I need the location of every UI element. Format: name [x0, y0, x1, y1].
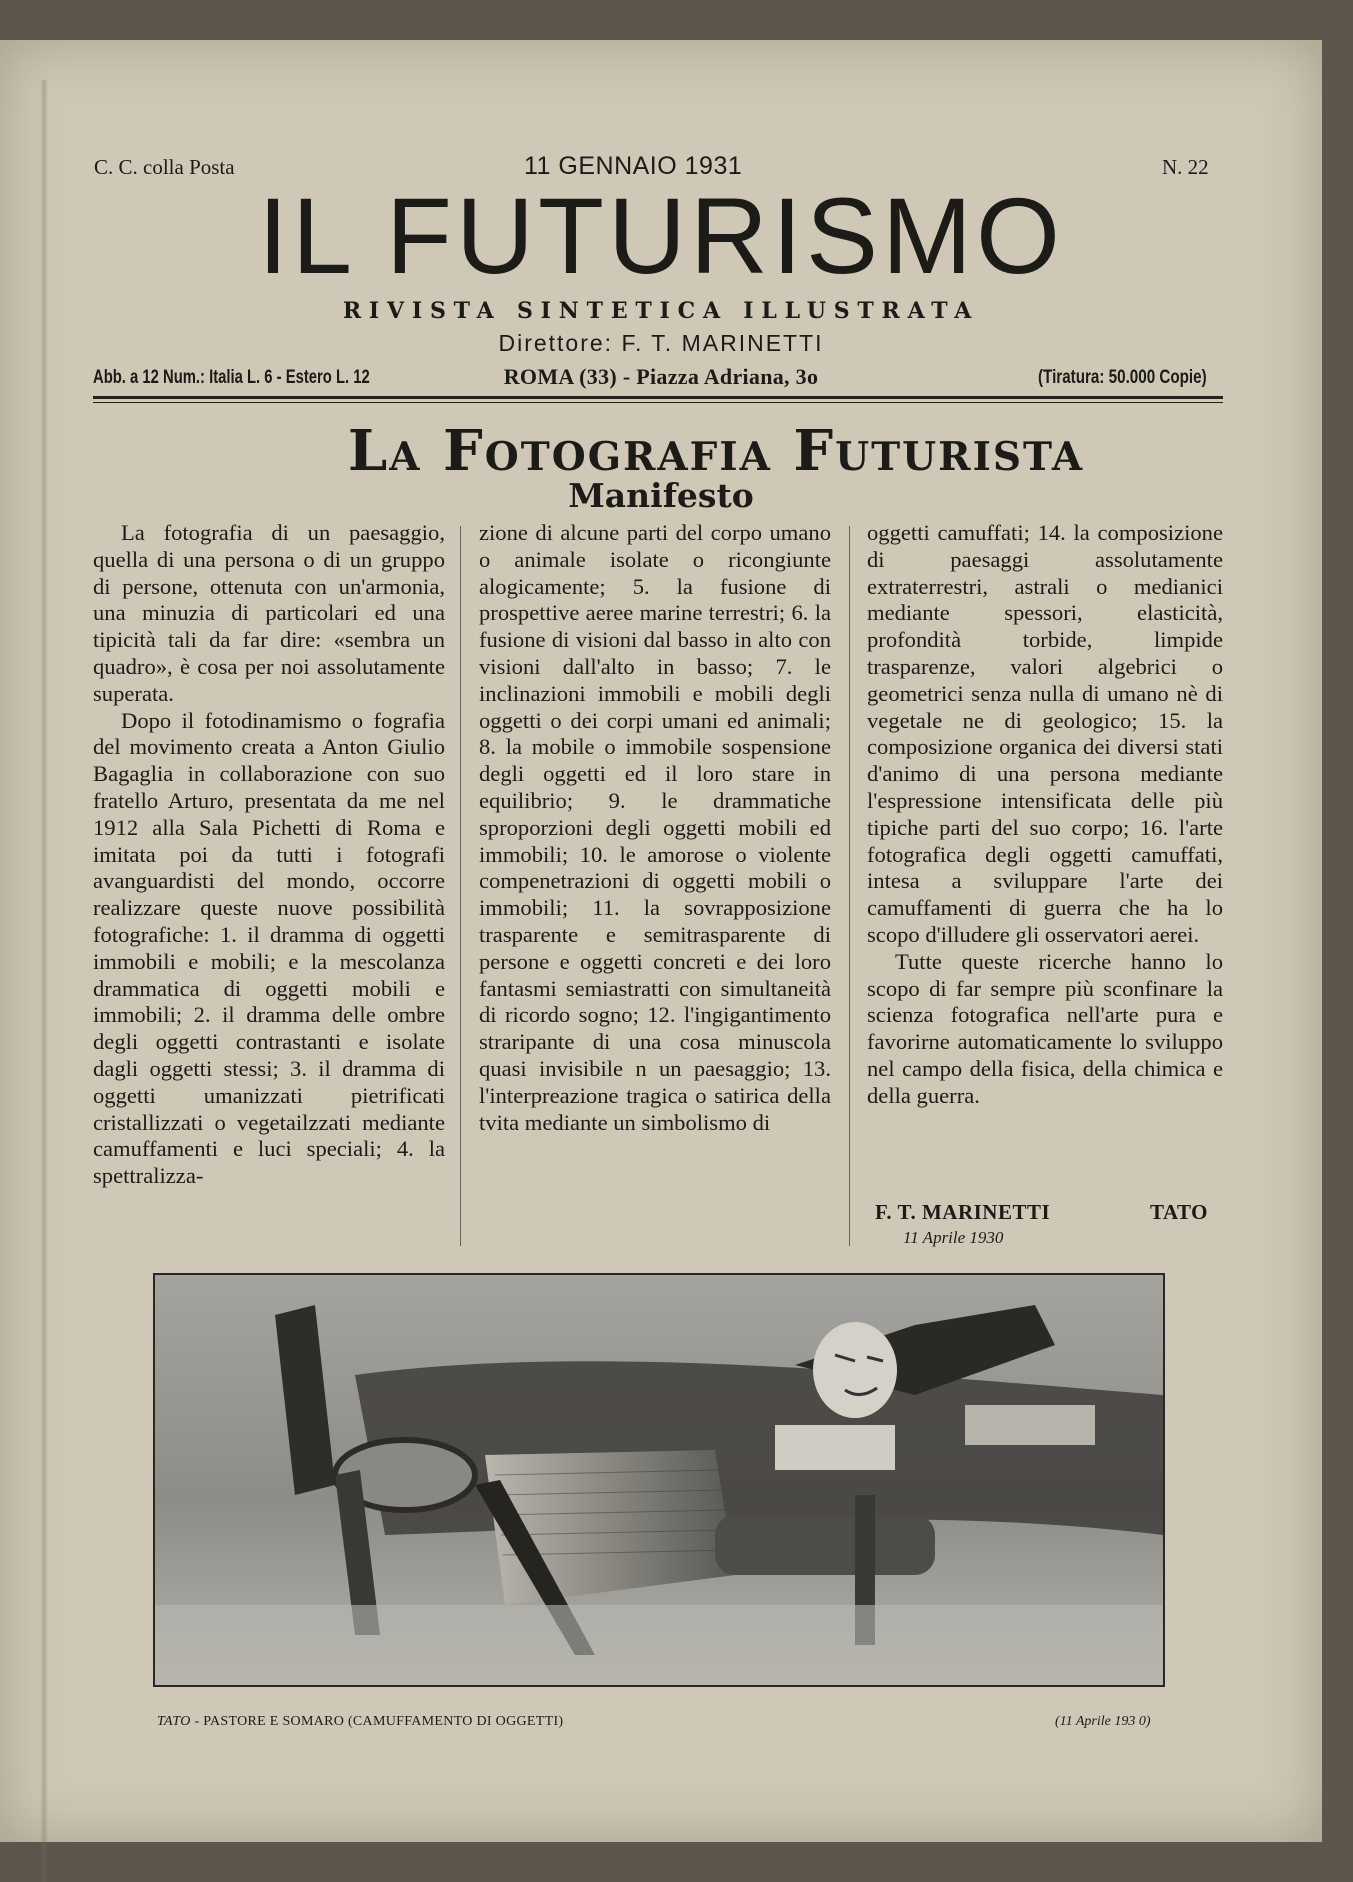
paragraph: zione di alcune parti del corpo umano o animale isolate o ricongiunte alogicamente; 5. la fusione di prospettive aeree marine terrestri; 6. la fusione di visioni dal basso in alto con visioni dall'alto in basso; 7. le inclinazioni immobili e mobili degli oggetti o dei corpi umani ed animali; 8. la mobile o immobile sospensione degli oggetti ed il loro stare in equilibrio; 9. le drammatiche sproporzioni degli oggetti mobili ed immobili; 10. le amorose o violente compenetrazioni di oggetti mobili o immobili; 11. la sovrapposizione trasparente e semitrasparente di persone e oggetti concreti e dei loro fantasmi semiastratti con simultaneità di ricordo sogno; 12. l'ingigantimento straripante di una cosa minuscola quasi invisibile n un paesaggio; 13. l'interpreazione tragica o satirica della tvita mediante un simbolismo di — [479, 520, 831, 1135]
signature-marinetti: F. T. MARINETTI — [875, 1200, 1051, 1224]
paragraph: Dopo il fotodinamismo o fografia del movimento creata a Anton Giulio Bagaglia in collaborazione con suo fratello Arturo, presentata da me nel 1912 alla Sala Pichetti di Roma e imitata poi da tutti i fotografi avanguardisti del mondo, occorre realizzare queste nuove possibilità fotografiche: 1. il dramma di oggetti immobili e mobili; e la mescolanza drammatica di oggetti mobili e immobili; 2. il dramma delle ombre degli oggetti contrastanti e isolate dagli oggetti stessi; 3. il dramma di oggetti umanizzati pietrificati cristallizzati o vegetailzzati mediante camuffamenti e luci speciali; 4. la spettralizza- — [93, 707, 445, 1189]
paragraph: La fotografia di un paesaggio, quella di una persona o di un gruppo di persone, ottenuta con un'armonia, una minuzia di particolari ed una tipicità tali da far dire: «sembra un quadro», è cosa per noi assolutamente superata. — [93, 520, 445, 706]
column-divider — [460, 526, 461, 1246]
issue-date: 11 GENNAIO 1931 — [524, 152, 743, 180]
article-column-2 — [479, 520, 831, 1136]
masthead-rule-thin — [93, 402, 1223, 403]
paragraph: Tutte queste ricerche hanno lo scopo di far sempre più sconfinare la scienza fotografica nell'arte pura e favorirne automaticamente lo sviluppo nel campo della fisica, della chimica e della guerra. — [867, 948, 1223, 1108]
subscription-info: Abb. a 12 Num.: Italia L. 6 - Estero L. 12 — [93, 367, 370, 388]
signature-date: 11 Aprile 1930 — [903, 1228, 1004, 1247]
signature-tato: TATO — [1150, 1200, 1209, 1224]
masthead-subtitle: RIVISTA SINTETICA ILLUSTRATA — [342, 298, 980, 324]
address-line: ROMA (33) - Piazza Adriana, 3o — [503, 364, 819, 389]
masthead-rule — [93, 396, 1223, 399]
director-line: Direttore: F. T. MARINETTI — [498, 330, 824, 356]
caption-title: - PASTORE E SOMARO (CAMUFFAMENTO DI OGGETTI) — [194, 1714, 564, 1729]
paragraph: oggetti camuffati; 14. la composizione di paesaggi assolutamente extraterrestri, astrali o medianici mediante spessori, elasticità, profondità torbide, limpide trasparenze, valori algebrici o geometrici senza nulla di umano nè di vegetale ne di geologico; 15. la composizione organica dei diversi stati d'animo di una persona mediante l'espressione intensificata delle più tipiche parti del suo corpo; 16. l'arte fotografica degli oggetti camuffati, intesa a sviluppare l'arte dei camuffamenti di guerra che ha lo scopo d'illudere gli osservatori aerei. — [867, 520, 1223, 947]
photo-illustration — [155, 1275, 1163, 1685]
caption-artist: TATO — [157, 1714, 191, 1729]
issue-number: N. 22 — [1162, 155, 1209, 179]
article-column-3 — [867, 520, 1223, 1110]
column-divider — [849, 526, 850, 1246]
print-run: (Tiratura: 50.000 Copie) — [1038, 367, 1207, 388]
postal-note: C. C. colla Posta — [94, 155, 235, 179]
masthead-title: IL FUTURISMO — [257, 175, 1064, 296]
article-column-1 — [93, 520, 445, 1190]
article-subheadline: Manifesto — [568, 476, 754, 515]
photo-caption — [157, 1714, 563, 1730]
newspaper-page — [0, 40, 1322, 1842]
artwork-photograph — [153, 1273, 1165, 1687]
caption-date: (11 Aprile 193 0) — [1055, 1714, 1151, 1729]
article-headline: La Fotografia Futurista — [347, 418, 1085, 484]
